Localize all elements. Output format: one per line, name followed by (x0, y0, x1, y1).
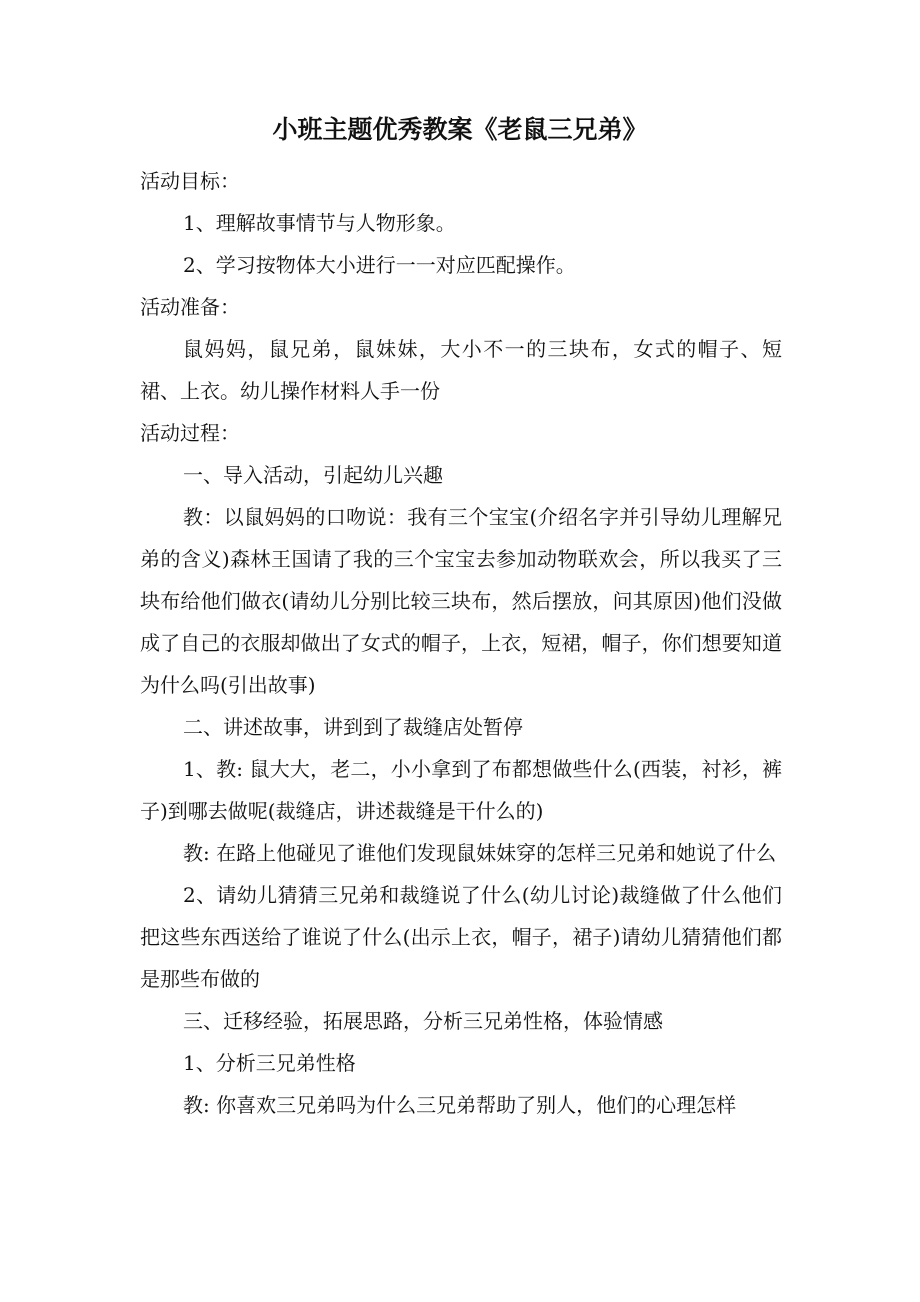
paragraph-teacher-question: 教: 你喜欢三兄弟吗为什么三兄弟帮助了别人，他们的心理怎样 (183, 1093, 737, 1117)
paragraph-goals-heading: 活动目标： (140, 169, 240, 193)
paragraph-section-3: 三、迁移经验，拓展思路，分析三兄弟性格，体验情感 (183, 1009, 663, 1033)
document-title: 小班主题优秀教案《老鼠三兄弟》 (272, 115, 648, 144)
paragraph-process-heading: 活动过程： (140, 421, 240, 445)
paragraph-analysis: 1、分析三兄弟性格 (183, 1051, 356, 1075)
paragraph-teacher-intro: 教：以鼠妈妈的口吻说：我有三个宝宝(介绍名字并引导幼儿理解兄弟的含义)森林王国请了我的三个宝宝去参加动物联欢会，所以我买了三块布给他们做衣(请幼儿分别比较三块布，然后摆放，问其原因)他们没做成了自己的衣服却做出了女式的帽子，上衣，短裙，帽子，你们想要知道为什么吗(引出故事) (140, 505, 782, 697)
paragraph-step-2: 2、请幼儿猜猜三兄弟和裁缝说了什么(幼儿讨论)裁缝做了什么他们把这些东西送给了谁说了什么(出示上衣，帽子，裙子)请幼儿猜猜他们都是那些布做的 (140, 883, 782, 991)
paragraph-section-1: 一、导入活动，引起幼儿兴趣 (183, 463, 443, 487)
paragraph-goal-1: 1、理解故事情节与人物形象。 (183, 211, 456, 235)
paragraph-section-2: 二、讲述故事，讲到到了裁缝店处暂停 (183, 715, 523, 739)
paragraph-step-1: 1、教: 鼠大大，老二，小小拿到了布都想做些什么(西装，衬衫，裤子)到哪去做呢(裁缝店，讲述裁缝是干什么的) (140, 757, 782, 823)
document-body (140, 160, 782, 1126)
paragraph-teacher-road: 教: 在路上他碰见了谁他们发现鼠妹妹穿的怎样三兄弟和她说了什么 (183, 841, 777, 865)
paragraph-goal-2: 2、学习按物体大小进行一一对应匹配操作。 (183, 253, 576, 277)
paragraph-preparation-heading: 活动准备： (140, 295, 240, 319)
paragraph-preparation-text: 鼠妈妈，鼠兄弟，鼠妹妹，大小不一的三块布，女式的帽子、短裙、上衣。幼儿操作材料人手一份 (140, 337, 782, 403)
